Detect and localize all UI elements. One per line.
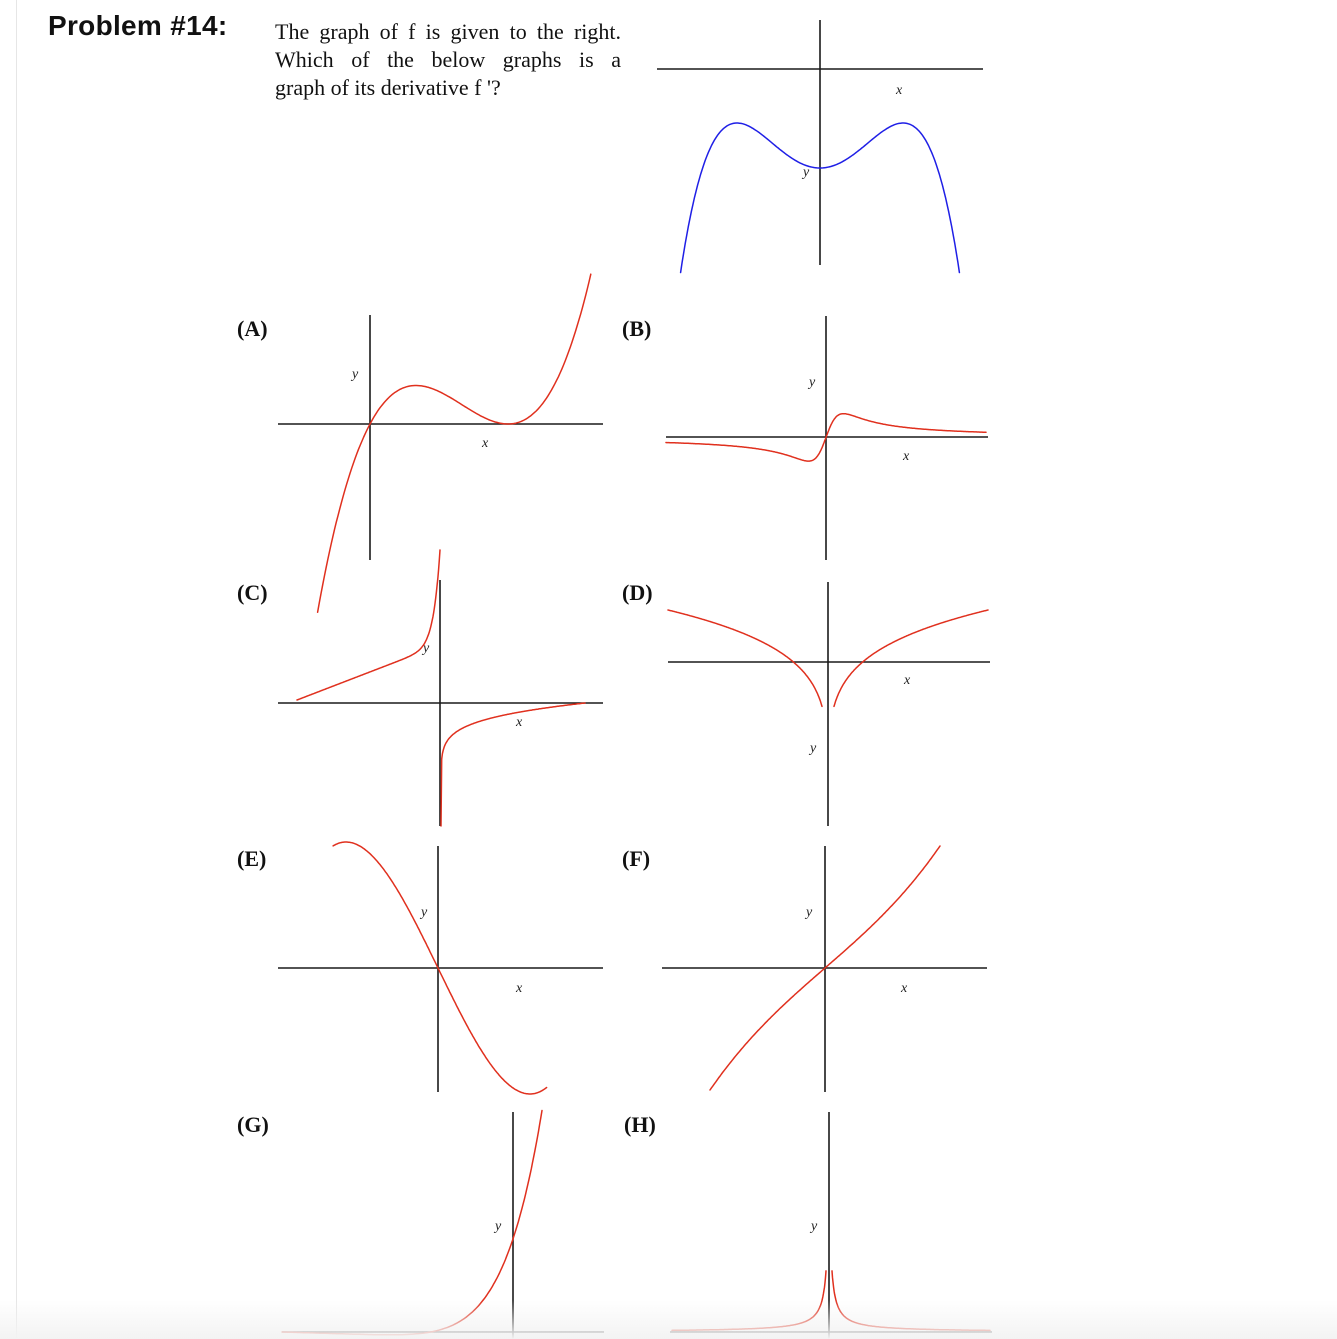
given-y-label: y — [803, 165, 810, 180]
given-graph — [657, 20, 983, 273]
graph-d-curve-right — [834, 610, 988, 706]
graph-c-y-label: y — [423, 641, 430, 656]
choice-label-c[interactable]: (C) — [237, 580, 268, 605]
graph-d[interactable] — [668, 582, 990, 826]
choice-label-g[interactable]: (G) — [237, 1112, 269, 1137]
choice-label-d[interactable]: (D) — [622, 580, 653, 605]
problem-line-2: Which of the below graphs is a — [275, 47, 621, 72]
graph-b-x-label: x — [903, 449, 910, 464]
graph-a[interactable] — [278, 274, 603, 612]
choice-label-e[interactable]: (E) — [237, 846, 267, 871]
choice-label-b[interactable]: (B) — [622, 316, 652, 341]
graph-h-y-label: y — [811, 1219, 818, 1234]
problem-line-3: graph of its derivative f '? — [275, 75, 501, 100]
choice-label-a[interactable]: (A) — [237, 316, 268, 341]
graph-f[interactable] — [662, 846, 987, 1092]
graph-d-curve-left — [668, 610, 822, 706]
graph-a-x-label: x — [482, 436, 489, 451]
graph-f-y-label: y — [806, 905, 813, 920]
choice-label-f[interactable]: (F) — [622, 846, 651, 871]
graph-e-x-label: x — [516, 981, 523, 996]
graph-c-x-label: x — [516, 715, 523, 730]
problem-label: Problem #14: — [48, 10, 228, 41]
graph-c[interactable] — [278, 550, 603, 826]
graph-d-y-label: y — [810, 741, 817, 756]
graph-d-x-label: x — [904, 673, 911, 688]
graph-e-y-label: y — [421, 905, 428, 920]
graph-a-y-label: y — [352, 367, 359, 382]
graph-a-curve — [318, 274, 591, 612]
given-x-label: x — [896, 83, 903, 98]
problem-line-1: The graph of f is given to the right. — [275, 19, 621, 44]
graph-f-x-label: x — [901, 981, 908, 996]
graph-c-curve-left — [297, 550, 440, 700]
graph-e[interactable] — [278, 842, 603, 1094]
bottom-fade — [0, 1300, 1337, 1339]
graph-b-y-label: y — [809, 375, 816, 390]
choice-label-h[interactable]: (H) — [624, 1112, 656, 1137]
graph-c-curve-right — [441, 703, 585, 826]
graph-b[interactable] — [666, 316, 988, 560]
graph-g-y-label: y — [495, 1219, 502, 1234]
